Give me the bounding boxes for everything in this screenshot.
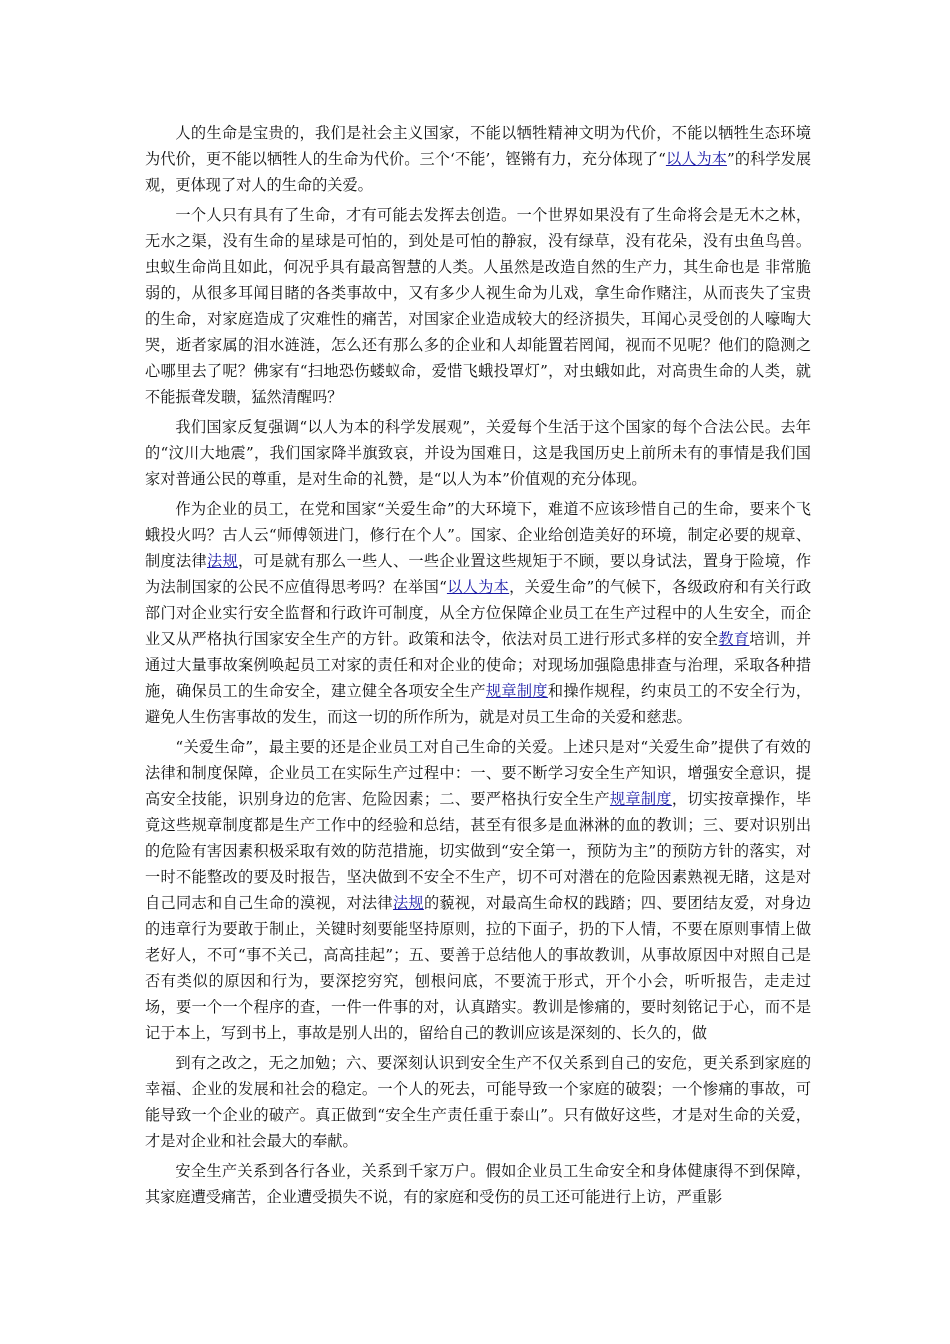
document-body <box>145 120 811 1210</box>
paragraph-7: 安全生产关系到各行各业，关系到千家万户。假如企业员工生命安全和身体健康得不到保障，其家庭遭受痛苦，企业遭受损失不说，有的家庭和受伤的员工还可能进行上访，严重影 <box>145 1162 811 1206</box>
paragraph-1-text-b: ”的科学发展观，更体现了对人的生命的关爱。 <box>145 150 812 194</box>
link-yirenweiben-2[interactable]: 以人为本 <box>446 578 510 596</box>
link-yirenweiben-1[interactable]: 以人为本 <box>665 150 727 168</box>
paragraph-4-text-b: ，可是就有那么一些人、一些企业置这些规矩于不顾，要以身试法，置身于险境，作为法制国家的公民不应值得思考吗？在举国“ <box>145 552 812 596</box>
link-fagui-2[interactable]: 法规 <box>392 894 424 912</box>
paragraph-4 <box>145 496 811 730</box>
paragraph-4-text-a: 作为企业的员工，在党和国家“关爱生命”的大环境下，难道不应该珍惜自己的生命，要来个飞蛾投火吗？古人云“师傅领进门，修行在个人”。国家、企业给创造美好的环境，制定必要的规章、制度法律 <box>145 500 811 570</box>
link-guizhangzhidu-2[interactable]: 规章制度 <box>609 790 672 808</box>
paragraph-4-text-e: 和操作规程，约束员工的不安全行为，避免人生伤害事故的发生，而这一切的所作所为，就是对员工生命的关爱和慈悲。 <box>145 682 812 726</box>
paragraph-5-text-b: ，切实按章操作，毕竟这些规章制度都是生产工作中的经验和总结，甚至有很多是血淋淋的血的教训；三、要对识别出的危险有害因素积极采取有效的防范措施，切实做到“安全第一，预防为主”的预防方针的落实，对一时不能整改的要及时报告，坚决做到不安全不生产，切不可对潜在的危险因素熟视无睹，这是对自己同志和自己生命的漠视，对法律 <box>145 790 812 912</box>
paragraph-6: 到有之改之，无之加勉；六、要深刻认识到安全生产不仅关系到自己的安危，更关系到家庭的幸福、企业的发展和社会的稳定。一个人的死去，可能导致一个家庭的破裂；一个惨痛的事故，可能导致一个企业的破产。真正做到“安全生产责任重于泰山”。只有做好这些，才是对生命的关爱，才是对企业和社会最大的奉献。 <box>145 1054 811 1150</box>
link-guizhangzhidu-1[interactable]: 规章制度 <box>485 682 548 700</box>
paragraph-4-text-d: 培训，并通过大量事故案例唤起员工对家的责任和对企业的使命；对现场加强隐患排查与治理，采取各种措施，确保员工的生命安全，建立健全各项安全生产 <box>145 630 812 700</box>
paragraph-2: 一个人只有具有了生命，才有可能去发挥去创造。一个世界如果没有了生命将会是无木之林，无水之渠，没有生命的星球是可怕的，到处是可怕的静寂，没有绿草，没有花朵，没有虫鱼鸟兽。虫蚁生命尚且如此，何况乎具有最高智慧的人类。人虽然是改造自然的生产力，其生命也是 非常脆弱的，从很多耳闻目睹的各类事故中，又有多少人视生命为儿戏，拿生命作赌注，从而丧失了宝贵的生命，对家庭造成了灾难性的痛苦，对国家企业造成较大的经济损失，耳闻心灵受创的人嚎啕大哭，逝者家属的泪水涟涟，怎么还有那么多的企业和人却能置若罔闻，视而不见呢？他们的隐测之心哪里去了呢？佛家有“扫地恐伤蝼蚁命，爱惜飞蛾投罩灯”，对虫蛾如此，对高贵生命的人类，就不能振聋发聩，猛然清醒吗？ <box>145 206 811 406</box>
link-jiaoyu[interactable]: 教育 <box>718 630 750 648</box>
paragraph-5 <box>145 734 811 1046</box>
link-fagui-1[interactable]: 法规 <box>206 552 238 570</box>
paragraph-4-text-c: ，关爱生命”的气候下，各级政府和有关行政部门对企业实行安全监督和行政许可制度，从全方位保障企业员工在生产过程中的人生安全，而企业又从严格执行国家安全生产的方针。政策和法令，依法对员工进行形式多样的安全 <box>145 578 812 648</box>
paragraph-5-text-c: 的藐视，对最高生命权的践踏；四、要团结友爱，对身边的违章行为要敢于制止，关键时刻要能坚持原则，拉的下面子，扔的下人情，不要在原则事情上做老好人，不可“事不关己，高高挂起”；五、要善于总结他人的事故教训，从事故原因中对照自己是否有类似的原因和行为，要深挖穷究，刨根问底，不要流于形式，开个小会，听听报告，走走过场，要一个一个程序的查，一件一件事的对，认真踏实。教训是惨痛的，要时刻铭记于心，而不是记于本上，写到书上，事故是别人出的，留给自己的教训应该是深刻的、长久的，做 <box>145 894 812 1042</box>
paragraph-3: 我们国家反复强调“以人为本的科学发展观”，关爱每个生活于这个国家的每个合法公民。去年的“汶川大地震”，我们国家降半旗致哀，并设为国难日，这是我国历史上前所未有的事情是我们国家对普通公民的尊重，是对生命的礼赞，是“以人为本”价值观的充分体现。 <box>145 418 811 488</box>
paragraph-1 <box>145 120 811 198</box>
paragraph-1-text-a: 人的生命是宝贵的，我们是社会主义国家，不能以牺牲精神文明为代价，不能以牺牲生态环境为代价，更不能以牺牲人的生命为代价。三个‘不能’，铿锵有力，充分体现了“ <box>145 124 811 168</box>
paragraph-5-text-a: “关爱生命”，最主要的还是企业员工对自己生命的关爱。上述只是对“关爱生命”提供了有效的法律和制度保障，企业员工在实际生产过程中：一、要不断学习安全生产知识，增强安全意识，提高安全技能，识别身边的危害、危险因素；二、要严格执行安全生产 <box>145 738 811 808</box>
